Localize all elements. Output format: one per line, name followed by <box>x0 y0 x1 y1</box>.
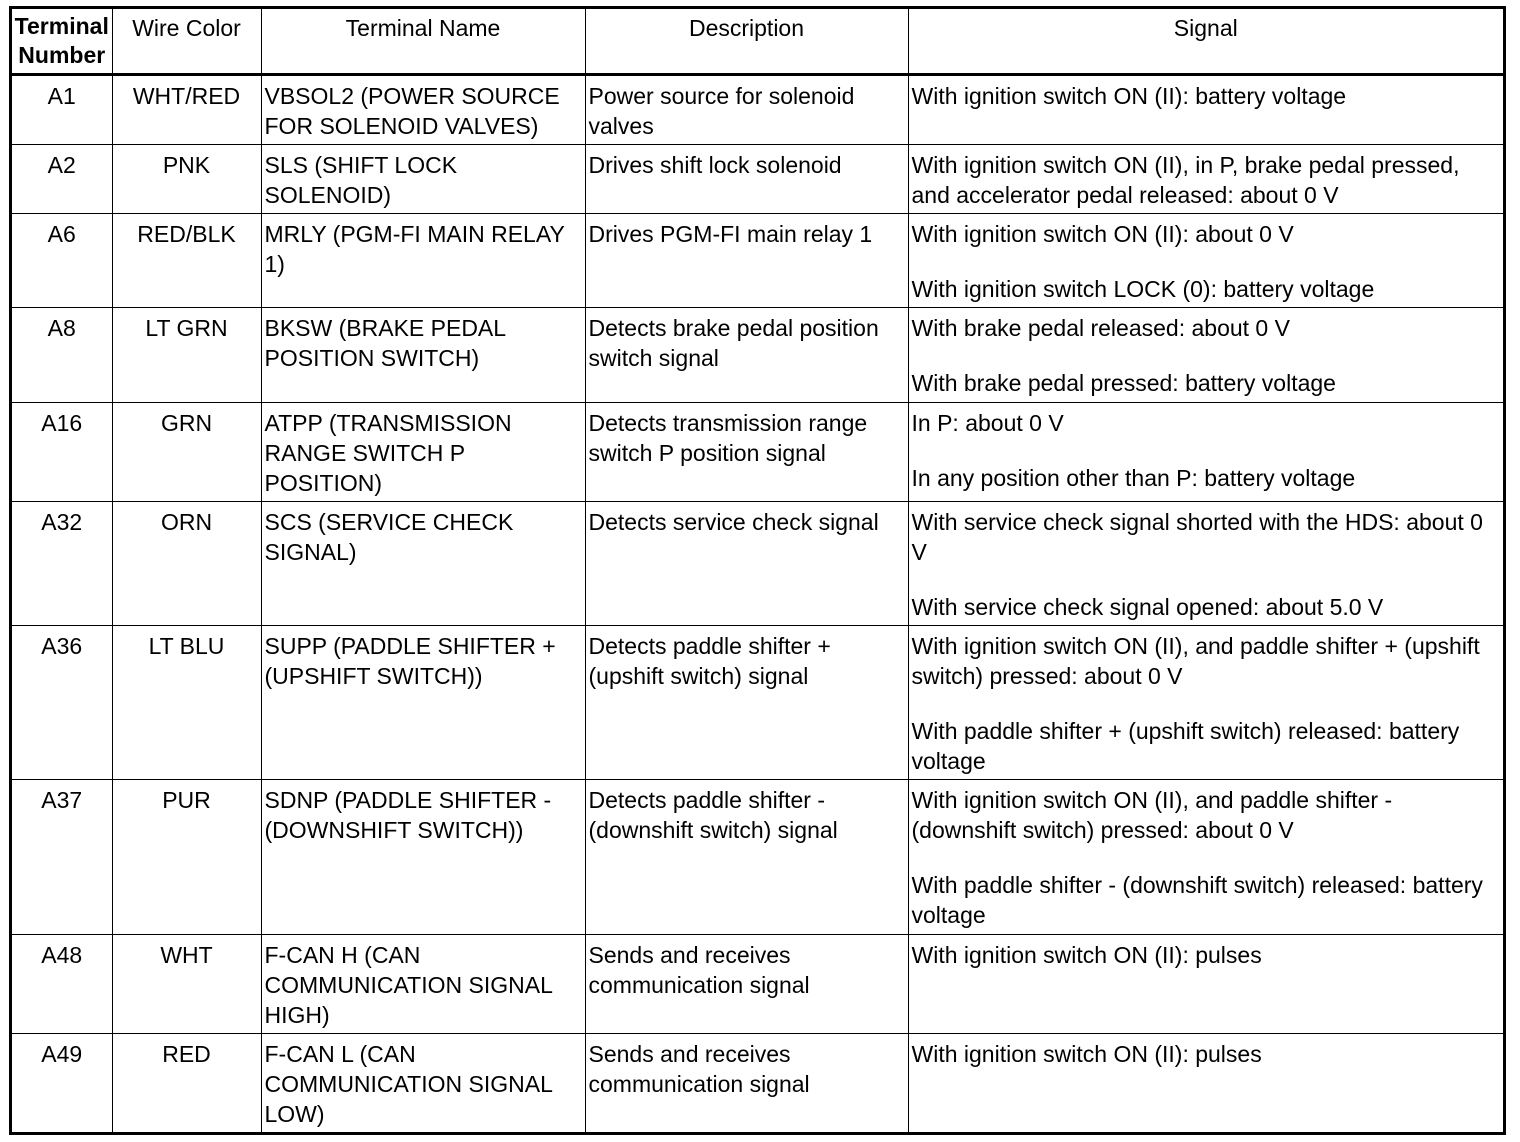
wire-color-cell: LT GRN <box>112 308 261 402</box>
terminal-name-cell: MRLY (PGM-FI MAIN RELAY 1) <box>261 214 585 308</box>
description-cell: Sends and receives communication signal <box>585 934 908 1033</box>
signal-line: With paddle shifter - (downshift switch) released: battery voltage <box>911 872 1483 929</box>
terminal-name-cell: SUPP (PADDLE SHIFTER + (UPSHIFT SWITCH)) <box>261 626 585 780</box>
signal-line: With ignition switch ON (II): pulses <box>911 941 1262 968</box>
table-row <box>12 75 1503 145</box>
description-cell: Sends and receives communication signal <box>585 1033 908 1132</box>
header-row <box>12 9 1503 75</box>
description-cell: Detects service check signal <box>585 501 908 625</box>
signal-line: With ignition switch ON (II), in P, brake pedal pressed, and accelerator pedal released: about 0 V <box>911 152 1460 209</box>
table-row <box>12 145 1503 214</box>
terminal-number-cell: A36 <box>12 626 112 780</box>
signal-line: With ignition switch ON (II), and paddle shifter - (downshift switch) pressed: about 0 V <box>911 787 1393 844</box>
signal-line: With ignition switch ON (II): about 0 V <box>911 221 1294 248</box>
wire-color-cell: RED <box>112 1033 261 1132</box>
terminal-number-cell: A1 <box>12 75 112 145</box>
terminal-number-cell: A49 <box>12 1033 112 1132</box>
terminal-name-cell: F-CAN H (CAN COMMUNICATION SIGNAL HIGH) <box>261 934 585 1033</box>
header-terminal-number-line2: Number <box>18 42 106 68</box>
terminal-number-cell: A2 <box>12 145 112 214</box>
terminal-number-cell: A37 <box>12 780 112 934</box>
header-terminal-name: Terminal Name <box>261 9 585 75</box>
wire-color-cell: RED/BLK <box>112 214 261 308</box>
wire-color-cell: ORN <box>112 501 261 625</box>
table-header <box>12 9 1503 75</box>
description-cell: Power source for solenoid valves <box>585 75 908 145</box>
signal-line: With service check signal shorted with the HDS: about 0 V <box>911 508 1483 565</box>
signal-line: With service check signal opened: about 5.0 V <box>911 593 1384 620</box>
description-cell: Detects transmission range switch P position signal <box>585 402 908 501</box>
terminal-table-frame <box>9 6 1506 1135</box>
terminal-name-cell: SDNP (PADDLE SHIFTER - (DOWNSHIFT SWITCH)) <box>261 780 585 934</box>
description-cell: Detects paddle shifter + (upshift switch) signal <box>585 626 908 780</box>
description-cell: Detects paddle shifter - (downshift switch) signal <box>585 780 908 934</box>
terminal-number-cell: A16 <box>12 402 112 501</box>
terminal-number-cell: A48 <box>12 934 112 1033</box>
wire-color-cell: WHT <box>112 934 261 1033</box>
description-cell: Drives PGM-FI main relay 1 <box>585 214 908 308</box>
table-body <box>12 75 1503 1133</box>
signal-line: In P: about 0 V <box>911 409 1064 436</box>
header-description: Description <box>585 9 908 75</box>
terminal-name-cell: F-CAN L (CAN COMMUNICATION SIGNAL LOW) <box>261 1033 585 1132</box>
terminal-name-cell: VBSOL2 (POWER SOURCE FOR SOLENOID VALVES) <box>261 75 585 145</box>
table-row <box>12 501 1503 625</box>
terminal-name-cell: ATPP (TRANSMISSION RANGE SWITCH P POSITION) <box>261 402 585 501</box>
header-terminal-number <box>12 9 112 75</box>
signal-line: With ignition switch ON (II): battery voltage <box>911 83 1347 109</box>
signal-line: With brake pedal pressed: battery voltage <box>911 370 1336 397</box>
wire-color-cell: PNK <box>112 145 261 214</box>
header-terminal-number-line1: Terminal <box>14 13 109 39</box>
signal-cell <box>908 75 1503 145</box>
wire-color-cell: GRN <box>112 402 261 501</box>
signal-cell <box>908 780 1503 934</box>
wire-color-cell: PUR <box>112 780 261 934</box>
signal-cell <box>908 626 1503 780</box>
description-cell: Detects brake pedal position switch signal <box>585 308 908 402</box>
header-signal: Signal <box>908 9 1503 75</box>
signal-line: With paddle shifter + (upshift switch) released: battery voltage <box>911 718 1460 775</box>
signal-cell <box>908 402 1503 501</box>
description-cell: Drives shift lock solenoid <box>585 145 908 214</box>
table-row <box>12 1033 1503 1132</box>
table-row <box>12 626 1503 780</box>
signal-cell <box>908 308 1503 402</box>
signal-cell <box>908 501 1503 625</box>
terminal-name-cell: BKSW (BRAKE PEDAL POSITION SWITCH) <box>261 308 585 402</box>
signal-cell <box>908 1033 1503 1132</box>
wire-color-cell: LT BLU <box>112 626 261 780</box>
wire-color-cell: WHT/RED <box>112 75 261 145</box>
terminal-number-cell: A6 <box>12 214 112 308</box>
table-row <box>12 780 1503 934</box>
signal-line: With ignition switch ON (II), and paddle shifter + (upshift switch) pressed: about 0 V <box>911 633 1480 690</box>
header-wire-color: Wire Color <box>112 9 261 75</box>
signal-line: With brake pedal released: about 0 V <box>911 315 1290 342</box>
signal-cell <box>908 934 1503 1033</box>
terminal-name-cell: SLS (SHIFT LOCK SOLENOID) <box>261 145 585 214</box>
signal-line: With ignition switch LOCK (0): battery voltage <box>911 276 1375 303</box>
signal-cell <box>908 214 1503 308</box>
signal-line: With ignition switch ON (II): pulses <box>911 1040 1262 1067</box>
terminal-number-cell: A32 <box>12 501 112 625</box>
table-row <box>12 934 1503 1033</box>
table-row <box>12 214 1503 308</box>
table-row <box>12 402 1503 501</box>
signal-line: In any position other than P: battery voltage <box>911 464 1356 491</box>
table-row <box>12 308 1503 402</box>
terminal-table <box>12 9 1503 1132</box>
terminal-number-cell: A8 <box>12 308 112 402</box>
signal-cell <box>908 145 1503 214</box>
terminal-name-cell: SCS (SERVICE CHECK SIGNAL) <box>261 501 585 625</box>
